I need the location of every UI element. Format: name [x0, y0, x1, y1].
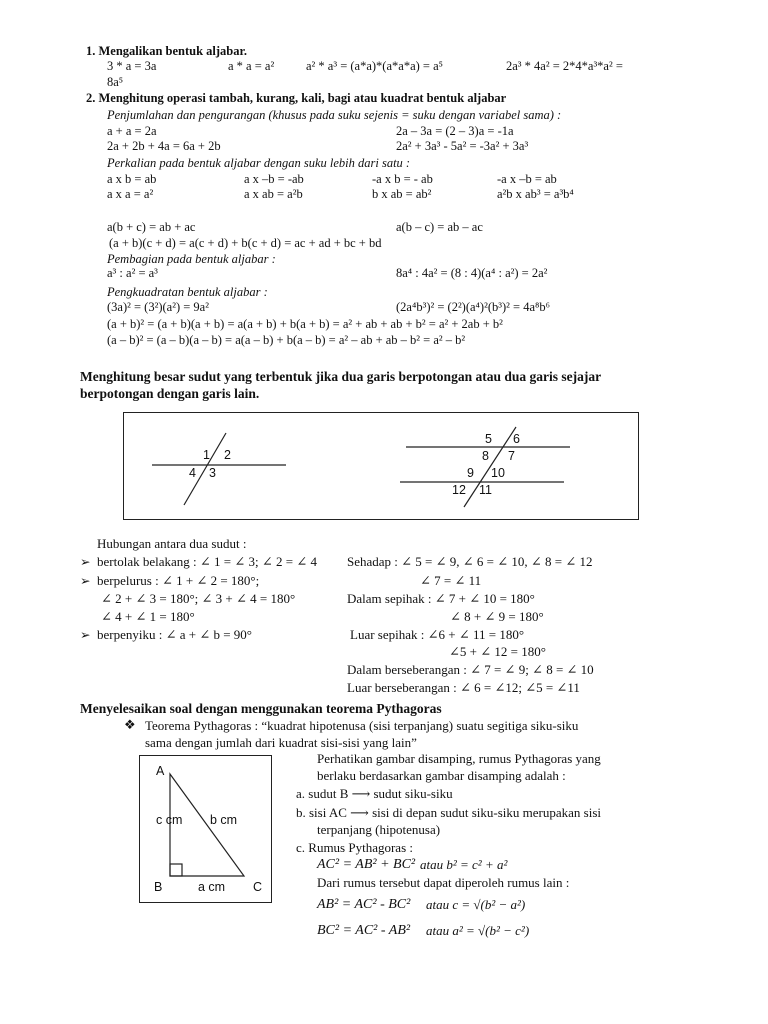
- square-example-3: (a + b)² = (a + b)(a + b) = a(a + b) + b(a + b) = a² + ab + ab + b² = a² + 2ab + b²: [107, 317, 503, 331]
- mul-r2-c4: a²b x ab³ = a³b⁴: [497, 187, 574, 201]
- s1-example-2: a * a = a²: [228, 59, 275, 73]
- angle-label-7: 7: [508, 449, 515, 463]
- mul-r2-c1: a x a = a²: [107, 187, 154, 201]
- angle-label-2: 2: [224, 448, 231, 462]
- relation-alternate-exterior: Luar berseberangan : ∠ 6 = ∠12; ∠5 = ∠11: [347, 680, 580, 695]
- square-example-1: (3a)² = (3²)(a²) = 9a²: [107, 300, 209, 314]
- formula-ab: AB² = AC² - BC²: [317, 897, 411, 912]
- square-title: Pengkuadratan bentuk aljabar :: [107, 285, 268, 299]
- right-angle-marker: [170, 864, 182, 876]
- angle-label-12: 12: [452, 483, 466, 497]
- angles-figure: [124, 413, 638, 519]
- relation-vertical: bertolak belakang : ∠ 1 = ∠ 3; ∠ 2 = ∠ 4: [97, 554, 317, 569]
- relation-exterior-same-side-2: ∠5 + ∠ 12 = 180°: [449, 644, 546, 659]
- mul-r1-c2: a x –b = -ab: [244, 172, 304, 186]
- angle-label-3: 3: [209, 466, 216, 480]
- intro-line-2: berlaku berdasarkan gambar disamping adalah :: [317, 768, 566, 783]
- mul-r2-c3: b x ab = ab²: [372, 187, 432, 201]
- derived-intro: Dari rumus tersebut dapat diperoleh rumus lain :: [317, 875, 570, 890]
- intro-line-1: Perhatikan gambar disamping, rumus Pythagoras yang: [317, 751, 601, 766]
- relation-linear-pair-2: ∠ 2 + ∠ 3 = 180°; ∠ 3 + ∠ 4 = 180°: [101, 591, 296, 606]
- relation-linear-pair: berpelurus : ∠ 1 + ∠ 2 = 180°;: [97, 573, 260, 588]
- bullet-arrow-icon: ➢: [80, 555, 91, 569]
- angles-heading-line1: Menghitung besar sudut yang terbentuk jika dua garis berpotongan atau dua garis sejajar: [80, 369, 602, 384]
- mul-title: Perkalian pada bentuk aljabar dengan suku lebih dari satu :: [107, 156, 411, 170]
- theorem-line-1: Teorema Pythagoras : “kuadrat hipotenusa (sisi terpanjang) suatu segitiga siku-siku: [145, 718, 579, 733]
- s1-example-3: a² * a³ = (a*a)*(a*a*a) = a⁵: [306, 59, 443, 73]
- dist-example-2: a(b – c) = ab – ac: [396, 220, 483, 234]
- bullet-arrow-icon: ➢: [80, 628, 91, 642]
- triangle-figure-frame: [139, 755, 272, 903]
- formula-main-alt: atau b² = c² + a²: [420, 857, 508, 872]
- dist-example-1: a(b + c) = ab + ac: [107, 220, 196, 234]
- add-example-4: 2a² + 3a³ - 5a² = -3a² + 3a³: [396, 139, 529, 153]
- formula-ab-alt: atau c = √(b² − a²): [426, 897, 526, 912]
- add-sub-title: Penjumlahan dan pengurangan (khusus pada suku sejenis = suku dengan variabel sama) :: [107, 108, 562, 122]
- angle-label-4: 4: [189, 466, 196, 480]
- div-title: Pembagian pada bentuk aljabar :: [107, 252, 276, 266]
- bullet-arrow-icon: ➢: [80, 574, 91, 588]
- angle-label-8: 8: [482, 449, 489, 463]
- angle-label-5: 5: [485, 432, 492, 446]
- relation-corresponding-2: ∠ 7 = ∠ 11: [420, 573, 482, 588]
- relation-interior-same-side-2: ∠ 8 + ∠ 9 = 180°: [450, 609, 544, 624]
- side-a-label: a cm: [198, 880, 226, 894]
- angles-figure-frame: [123, 412, 639, 520]
- angle-label-6: 6: [513, 432, 520, 446]
- item-b-cont: terpanjang (hipotenusa): [317, 822, 441, 837]
- add-example-2: 2a – 3a = (2 – 3)a = -1a: [396, 124, 514, 138]
- div-example-2: 8a⁴ : 4a² = (8 : 4)(a⁴ : a²) = 2a²: [396, 266, 548, 280]
- relation-complementary: berpenyiku : ∠ a + ∠ b = 90°: [97, 627, 253, 642]
- angles-heading-line2: berpotongan dengan garis lain.: [80, 386, 260, 401]
- formula-bc: BC² = AC² - AB²: [317, 923, 411, 938]
- section1-heading: 1. Mengalikan bentuk aljabar.: [86, 44, 248, 58]
- relation-interior-same-side: Dalam sepihak : ∠ 7 + ∠ 10 = 180°: [347, 591, 535, 606]
- mul-r1-c3: -a x b = - ab: [372, 172, 433, 186]
- mul-r2-c2: a x ab = a²b: [244, 187, 303, 201]
- relation-exterior-same-side: Luar sepihak : ∠6 + ∠ 11 = 180°: [350, 627, 525, 642]
- item-c: c. Rumus Pythagoras :: [296, 840, 413, 855]
- diamond-bullet-icon: ❖: [124, 717, 136, 732]
- angle-label-9: 9: [467, 466, 474, 480]
- add-example-3: 2a + 2b + 4a = 6a + 2b: [107, 139, 221, 153]
- relation-alternate-interior: Dalam berseberangan : ∠ 7 = ∠ 9; ∠ 8 = ∠ 10: [347, 662, 594, 677]
- square-example-4: (a – b)² = (a – b)(a – b) = a(a – b) + b(a – b) = a² – ab + ab – b² = a² – b²: [107, 333, 466, 347]
- square-example-2: (2a⁴b³)² = (2²)(a⁴)²(b³)² = 4a⁸b⁶: [396, 300, 550, 314]
- pythagoras-heading: Menyelesaikan soal dengan menggunakan teorema Pythagoras: [80, 701, 442, 716]
- vertex-a-label: A: [156, 764, 165, 778]
- div-example-1: a³ : a² = a³: [107, 266, 158, 280]
- dist-example-3: (a + b)(c + d) = a(c + d) + b(c + d) = ac + ad + bc + bd: [109, 236, 382, 250]
- side-c-label: c cm: [156, 813, 183, 827]
- theorem-line-2: sama dengan jumlah dari kuadrat sisi-sisi yang lain”: [145, 735, 417, 750]
- angle-label-1: 1: [203, 448, 210, 462]
- s1-example-4-cont: 8a⁵: [107, 75, 124, 89]
- relation-title: Hubungan antara dua sudut :: [97, 536, 247, 551]
- mul-r1-c1: a x b = ab: [107, 172, 157, 186]
- item-a: a. sudut B ⟶ sudut siku-siku: [296, 786, 453, 801]
- vertex-c-label: C: [253, 880, 263, 894]
- angle-label-10: 10: [491, 466, 505, 480]
- add-example-1: a + a = 2a: [107, 124, 157, 138]
- formula-main: AC² = AB² + BC²: [317, 857, 416, 872]
- relation-corresponding: Sehadap : ∠ 5 = ∠ 9, ∠ 6 = ∠ 10, ∠ 8 = ∠ 12: [347, 554, 593, 569]
- s1-example-1: 3 * a = 3a: [107, 59, 157, 73]
- formula-bc-alt: atau a² = √(b² − c²): [426, 923, 530, 938]
- mul-r1-c4: -a x –b = ab: [497, 172, 557, 186]
- item-b: b. sisi AC ⟶ sisi di depan sudut siku-siku merupakan sisi: [296, 805, 601, 820]
- relation-linear-pair-3: ∠ 4 + ∠ 1 = 180°: [101, 609, 195, 624]
- angle-label-11: 11: [479, 483, 492, 497]
- vertex-b-label: B: [154, 880, 163, 894]
- side-b-label: b cm: [210, 813, 238, 827]
- section2-heading: 2. Menghitung operasi tambah, kurang, kali, bagi atau kuadrat bentuk aljabar: [86, 91, 507, 105]
- s1-example-4: 2a³ * 4a² = 2*4*a³*a² =: [506, 59, 623, 73]
